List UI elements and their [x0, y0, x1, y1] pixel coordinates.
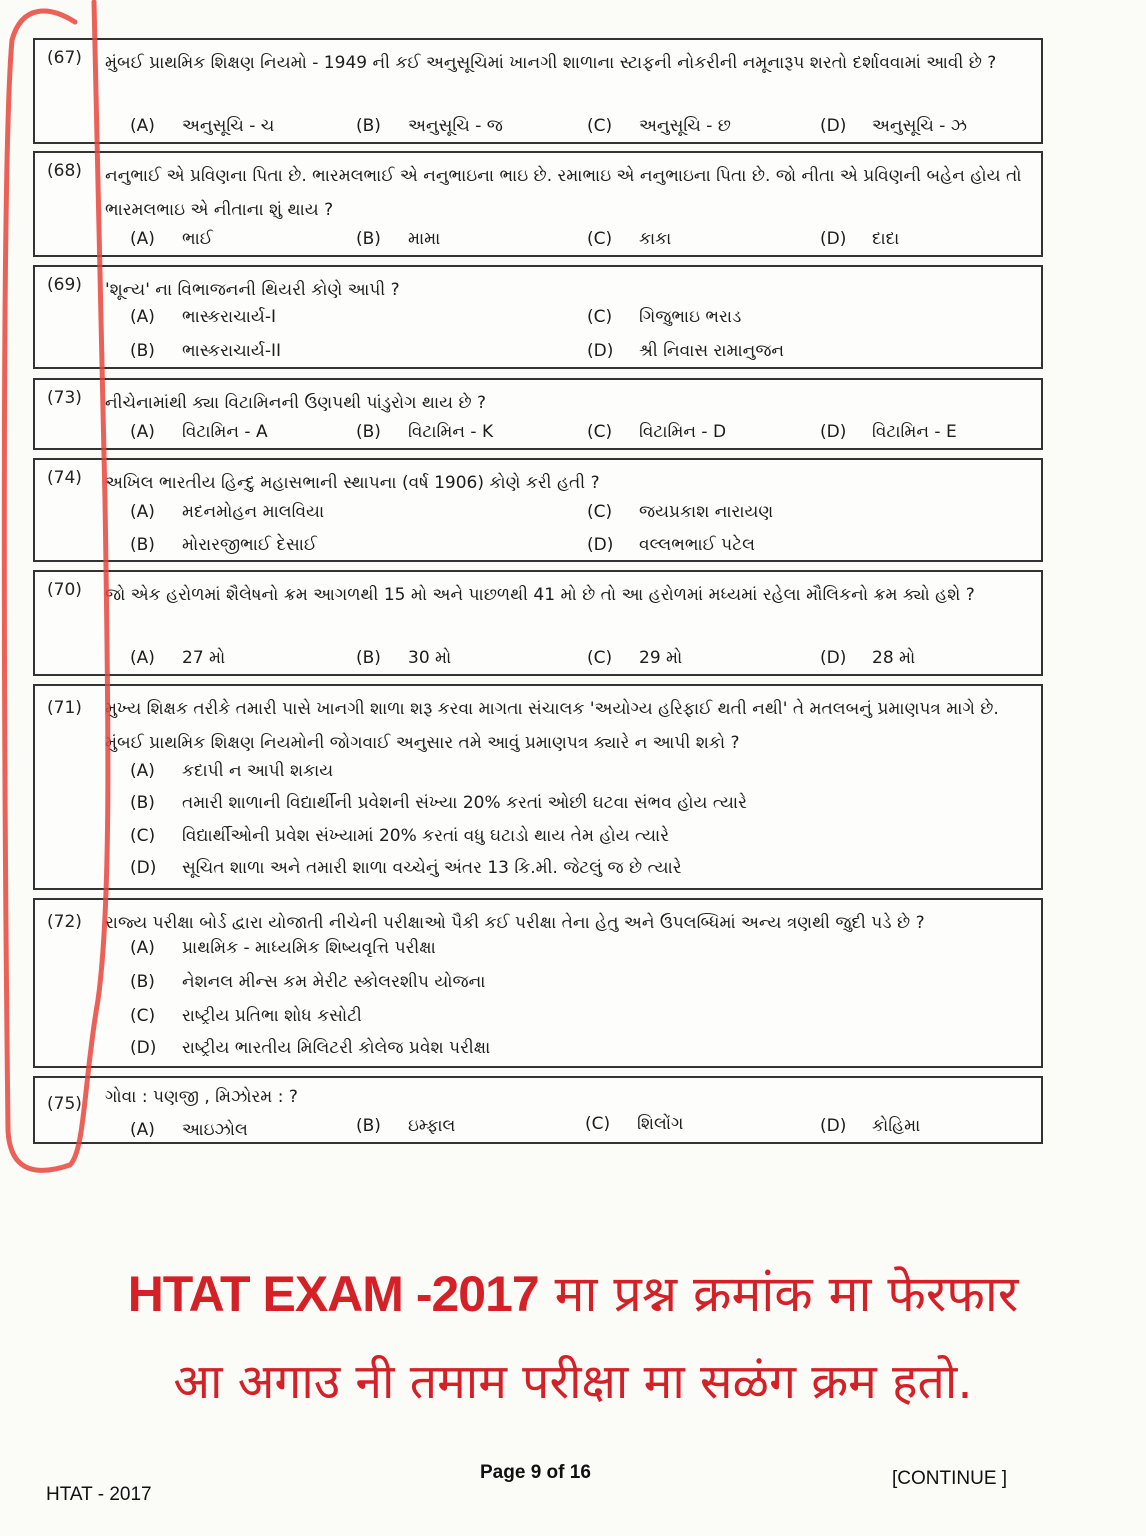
question-67 — [33, 38, 1043, 144]
option-label: (D) — [130, 1038, 157, 1058]
option-b — [356, 1116, 455, 1136]
question-73 — [33, 378, 1043, 450]
option-d — [130, 858, 682, 878]
option-label: (C) — [130, 826, 156, 846]
question-number: (75) — [47, 1094, 82, 1114]
option-d — [587, 535, 755, 555]
option-text: ગિજુભાઇ ભરાડ — [639, 307, 742, 327]
option-text: વિટામિન - D — [639, 422, 727, 442]
option-label: (C) — [587, 229, 613, 249]
option-label: (B) — [356, 229, 381, 249]
question-text: મુંબઈ પ્રાથમિક શિક્ષણ નિયમો - 1949 ની કઈ અનુસૂચિમાં ખાનગી શાળાના સ્ટાફની નોકરીની નમૂનારૂપ શરતો દર્શાવવામાં આવી છે ? — [105, 53, 997, 73]
option-label: (B) — [356, 116, 381, 136]
question-number: (69) — [47, 275, 82, 295]
option-text: દાદા — [872, 229, 900, 249]
option-label: (A) — [130, 1120, 155, 1140]
question-number: (67) — [47, 48, 82, 68]
question-75 — [33, 1076, 1043, 1144]
option-label: (C) — [587, 648, 613, 668]
option-b — [356, 648, 451, 668]
option-label: (A) — [130, 422, 155, 442]
option-d — [820, 116, 967, 136]
option-d — [820, 1116, 920, 1136]
option-label: (A) — [130, 229, 155, 249]
option-text: રાષ્ટ્રીય પ્રતિભા શોધ કસોટી — [182, 1006, 362, 1026]
question-72 — [33, 898, 1043, 1068]
option-b — [356, 116, 503, 136]
option-text: ઇમ્ફાલ — [408, 1116, 456, 1136]
option-c — [587, 116, 731, 136]
option-b — [130, 341, 281, 361]
option-label: (D) — [820, 648, 847, 668]
option-text: કાકા — [639, 229, 672, 249]
option-label: (B) — [130, 535, 155, 555]
option-label: (C) — [587, 116, 613, 136]
option-text: અનુસૂચિ - ચ — [182, 116, 275, 136]
option-label: (B) — [130, 972, 155, 992]
option-a — [130, 938, 436, 958]
question-74 — [33, 458, 1043, 562]
option-d — [587, 341, 784, 361]
banner-line-1 — [0, 1258, 1146, 1326]
option-a — [130, 307, 276, 327]
option-label: (B) — [130, 793, 155, 813]
option-text: તમારી શાળાની વિદ્યાર્થીની પ્રવેશની સંખ્યા 20% કરતાં ઓછી ઘટવા સંભવ હોય ત્યારે — [182, 793, 747, 813]
option-text: પ્રાથમિક - માધ્યમિક શિષ્યવૃત્તિ પરીક્ષા — [182, 938, 436, 958]
option-text: 28 મો — [872, 648, 916, 668]
question-69 — [33, 265, 1043, 369]
banner-exam-title: HTAT EXAM -2017 — [127, 1266, 539, 1322]
option-text: ભાઈ — [182, 229, 213, 249]
question-text: 'શૂન્ય' ના વિભાજનની થિયરી કોણે આપી ? — [105, 280, 400, 300]
page-prefix: Page — [480, 1462, 531, 1483]
option-label: (A) — [130, 761, 155, 781]
option-a — [130, 229, 213, 249]
option-text: 27 મો — [182, 648, 226, 668]
option-a — [130, 502, 324, 522]
option-text: અનુસૂચિ - ઝ — [872, 116, 967, 136]
option-label: (C) — [587, 307, 613, 327]
option-a — [130, 648, 225, 668]
option-text: વિટામિન - A — [182, 422, 268, 442]
question-text: જો એક હરોળમાં શૈલેષનો ક્રમ આગળથી 15 મો અને પાછળથી 41 મો છે તો આ હરોળમાં મધ્યમાં રહેલા મૌલિકનો ક્રમ ક્યો હશે ? — [105, 585, 975, 605]
question-text: રાજ્ય પરીક્ષા બોર્ડ દ્વારા યોજાતી નીચેની પરીક્ષાઓ પૈકી કઈ પરીક્ષા તેના હેતુ અને ઉપલબ્ધિમાં અન્ય ત્રણથી જુદી પડે છે ? — [105, 913, 925, 933]
option-text: ભાસ્કરાચાર્ય-I — [182, 307, 276, 327]
option-label: (C) — [130, 1006, 156, 1026]
question-text: અખિલ ભારતીય હિન્દુ મહાસભાની સ્થાપના (વર્ષ 1906) કોણે કરી હતી ? — [105, 473, 600, 493]
exam-code: HTAT - 2017 — [46, 1484, 152, 1505]
option-a — [130, 1120, 248, 1140]
option-d — [130, 1038, 490, 1058]
option-c — [130, 826, 669, 846]
option-label: (B) — [356, 1116, 381, 1136]
option-d — [820, 229, 899, 249]
option-label: (A) — [130, 307, 155, 327]
option-text: શિલોંગ — [637, 1114, 684, 1134]
option-text: રાષ્ટ્રીય ભારતીય મિલિટરી કોલેજ પ્રવેશ પરીક્ષા — [182, 1038, 491, 1058]
question-number: (71) — [47, 698, 82, 718]
option-c — [130, 1006, 362, 1026]
option-text: વિટામિન - K — [408, 422, 494, 442]
option-label: (D) — [820, 116, 847, 136]
continue-label: [CONTINUE ] — [892, 1468, 1008, 1489]
option-text: મદનમોહન માલવિયા — [182, 502, 325, 522]
option-label: (C) — [585, 1114, 611, 1134]
option-text: વિદ્યાર્થીઓની પ્રવેશ સંખ્યામાં 20% કરતાં વધુ ઘટાડો થાય તેમ હોય ત્યારે — [182, 826, 670, 846]
option-c — [587, 648, 682, 668]
option-text: વલ્લભભાઈ પટેલ — [639, 535, 755, 555]
question-number: (72) — [47, 912, 82, 932]
option-label: (B) — [356, 422, 381, 442]
question-number: (70) — [47, 580, 82, 600]
option-text: અનુસૂચિ - છ — [639, 116, 731, 136]
option-label: (D) — [820, 229, 847, 249]
option-text: નેશનલ મીન્સ કમ મેરીટ સ્કોલરશીપ યોજના — [182, 972, 486, 992]
option-text: ભાસ્કરાચાર્ય-II — [182, 341, 281, 361]
banner-line-2-text: आ अगाउ नी तमाम परीक्षा मा सळंग क्रम हतो. — [173, 1354, 973, 1410]
option-b — [130, 793, 747, 813]
option-b — [356, 229, 440, 249]
option-a — [130, 116, 274, 136]
option-text: શ્રી નિવાસ રામાનુજન — [639, 341, 785, 361]
option-text: 30 મો — [408, 648, 452, 668]
question-70 — [33, 570, 1043, 676]
option-c — [587, 422, 726, 442]
option-label: (D) — [820, 1116, 847, 1136]
option-label: (C) — [587, 422, 613, 442]
option-text: કોહિમા — [872, 1116, 921, 1136]
option-b — [356, 422, 493, 442]
option-text: સૂચિત શાળા અને તમારી શાળા વચ્ચેનું અંતર 13 કિ.મી. જેટલું જ છે ત્યારે — [182, 858, 682, 878]
option-label: (D) — [820, 422, 847, 442]
question-number: (74) — [47, 468, 82, 488]
option-text: આઇઝોલ — [182, 1120, 248, 1140]
page-indicator — [480, 1462, 591, 1484]
banner-line-1-text: मा प्रश्न क्रमांक मा फेरफार — [538, 1265, 1019, 1323]
option-d — [820, 422, 957, 442]
option-label: (A) — [130, 938, 155, 958]
option-label: (A) — [130, 116, 155, 136]
option-label: (D) — [587, 535, 614, 555]
question-68 — [33, 151, 1043, 257]
option-text: 29 મો — [639, 648, 683, 668]
option-text: મોરારજીભાઈ દેસાઈ — [182, 535, 318, 555]
option-c — [585, 1114, 683, 1134]
option-text: કદાપી ન આપી શકાય — [182, 761, 334, 781]
option-label: (C) — [587, 502, 613, 522]
question-text: નનુભાઈ એ પ્રવિણના પિતા છે. ભારમલભાઈ એ નનુભાઇના ભાઇ છે. રમાભાઇ એ નનુભાઇના પિતા છે. જો નીતા એ પ્રવિણની બહેન હોય તો ભારમલભાઇ એ નીતાના શું થાય ? — [105, 166, 1022, 220]
option-label: (D) — [587, 341, 614, 361]
question-71 — [33, 684, 1043, 890]
option-c — [587, 502, 773, 522]
option-text: અનુસૂચિ - જ — [408, 116, 503, 136]
question-text: મુખ્ય શિક્ષક તરીકે તમારી પાસે ખાનગી શાળા શરૂ કરવા માગતા સંચાલક 'અયોગ્ય હરિફાઈ થતી નથી' તે મતલબનું પ્રમાણપત્ર માગે છે. મુંબઈ પ્રાથમિક શિક્ષણ નિયમોની જોગવાઈ અનુસાર તમે આવું પ્રમાણપત્ર ક્યારે ન આપી શકો ? — [105, 699, 999, 753]
option-b — [130, 535, 317, 555]
option-b — [130, 972, 485, 992]
page-mid: of — [541, 1462, 570, 1483]
question-text: ગોવા : પણજી , મિઝોરમ : ? — [105, 1087, 298, 1107]
option-d — [820, 648, 915, 668]
option-label: (D) — [130, 858, 157, 878]
banner-line-2 — [0, 1348, 1146, 1413]
option-text: મામા — [408, 229, 441, 249]
option-label: (B) — [356, 648, 381, 668]
option-a — [130, 422, 268, 442]
page-total: 16 — [569, 1462, 591, 1483]
option-label: (A) — [130, 502, 155, 522]
option-label: (B) — [130, 341, 155, 361]
question-number: (73) — [47, 388, 82, 408]
question-text: નીચેનામાંથી ક્યા વિટામિનની ઉણપથી પાંડુરોગ થાય છે ? — [105, 393, 487, 413]
option-c — [587, 307, 741, 327]
option-text: જયપ્રકાશ નારાયણ — [639, 502, 774, 522]
page-current: 9 — [530, 1462, 542, 1483]
question-number: (68) — [47, 161, 82, 181]
option-label: (A) — [130, 648, 155, 668]
option-text: વિટામિન - E — [872, 422, 957, 442]
option-c — [587, 229, 671, 249]
option-a — [130, 761, 333, 781]
